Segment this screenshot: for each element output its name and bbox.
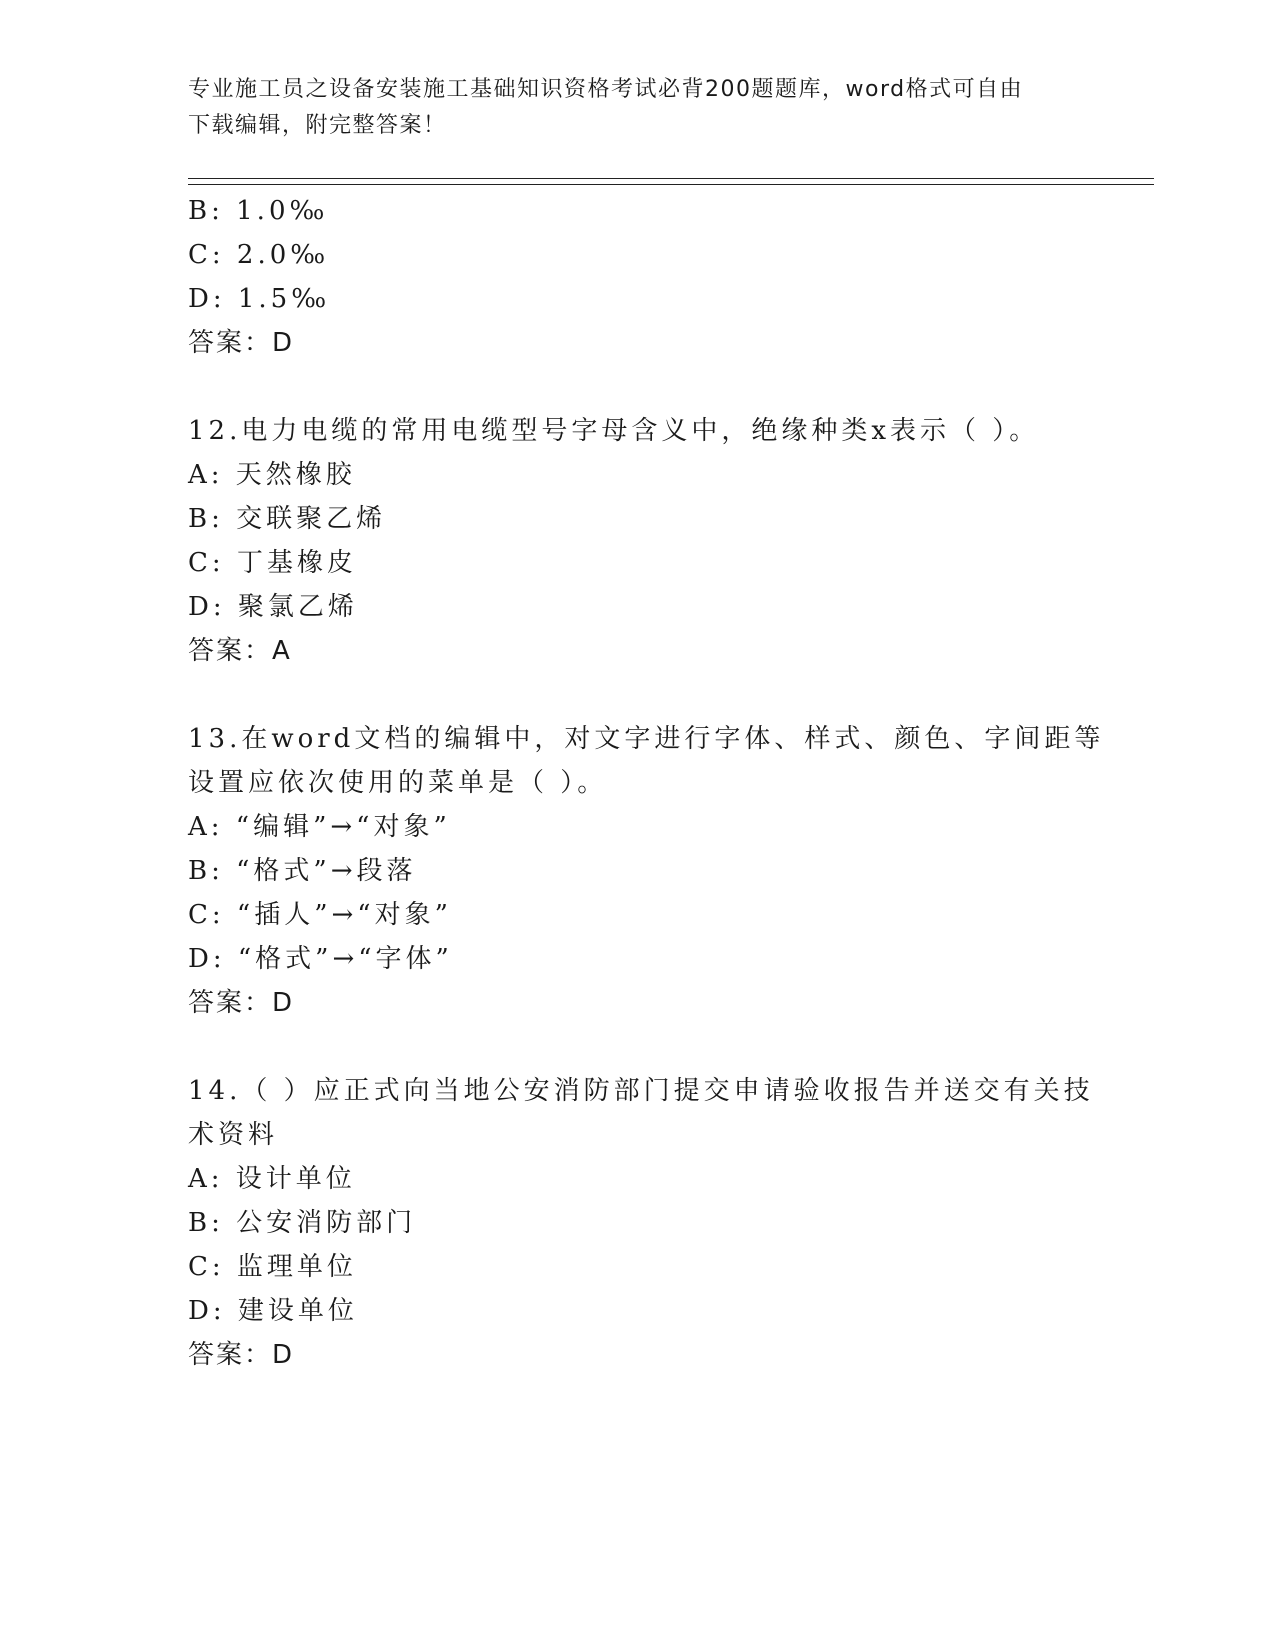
- q13-option-a: A: “编辑”→“对象”: [188, 812, 451, 842]
- q14-answer: 答案：D: [188, 1340, 295, 1370]
- q14-option-b: B: 公安消防部门: [188, 1208, 417, 1238]
- q14-question-line-2: 术资料: [188, 1120, 279, 1150]
- q13-question-line-1: 13.在word文档的编辑中，对文字进行字体、样式、颜色、字间距等: [188, 724, 1105, 754]
- q14-question-line-1: 14.（ ）应正式向当地公安消防部门提交申请验收报告并送交有关技: [188, 1076, 1094, 1106]
- q12-option-c: C: 丁基橡皮: [188, 548, 357, 578]
- header-divider-bottom: [188, 184, 1154, 185]
- q11-option-b: B: 1.0‰: [188, 196, 329, 226]
- q13-option-d: D: “格式”→“字体”: [188, 944, 453, 974]
- q13-option-c: C: “插人”→“对象”: [188, 900, 452, 930]
- header-divider-top: [188, 178, 1154, 179]
- q12-question: 12.电力电缆的常用电缆型号字母含义中，绝缘种类x表示（ ）。: [188, 416, 1040, 446]
- document-header: [188, 72, 1068, 144]
- q14-option-d: D: 建设单位: [188, 1296, 358, 1326]
- header-line-2: 下载编辑，附完整答案！: [188, 113, 447, 138]
- q12-option-b: B: 交联聚乙烯: [188, 504, 387, 534]
- q11-answer: 答案：D: [188, 328, 295, 358]
- q13-question-line-2: 设置应依次使用的菜单是（ ）。: [188, 768, 608, 798]
- q12-option-a: A: 天然橡胶: [188, 460, 356, 490]
- q13-option-b: B: “格式”→段落: [188, 856, 417, 886]
- q13-answer: 答案：D: [188, 988, 295, 1018]
- q11-option-c: C: 2.0‰: [188, 240, 330, 270]
- q12-option-d: D: 聚氯乙烯: [188, 592, 358, 622]
- q12-answer: 答案：A: [188, 636, 292, 666]
- q14-option-a: A: 设计单位: [188, 1164, 356, 1194]
- q14-option-c: C: 监理单位: [188, 1252, 357, 1282]
- q11-option-d: D: 1.5‰: [188, 284, 331, 314]
- header-line-1: 专业施工员之设备安装施工基础知识资格考试必背200题题库，word格式可自由: [188, 77, 1024, 102]
